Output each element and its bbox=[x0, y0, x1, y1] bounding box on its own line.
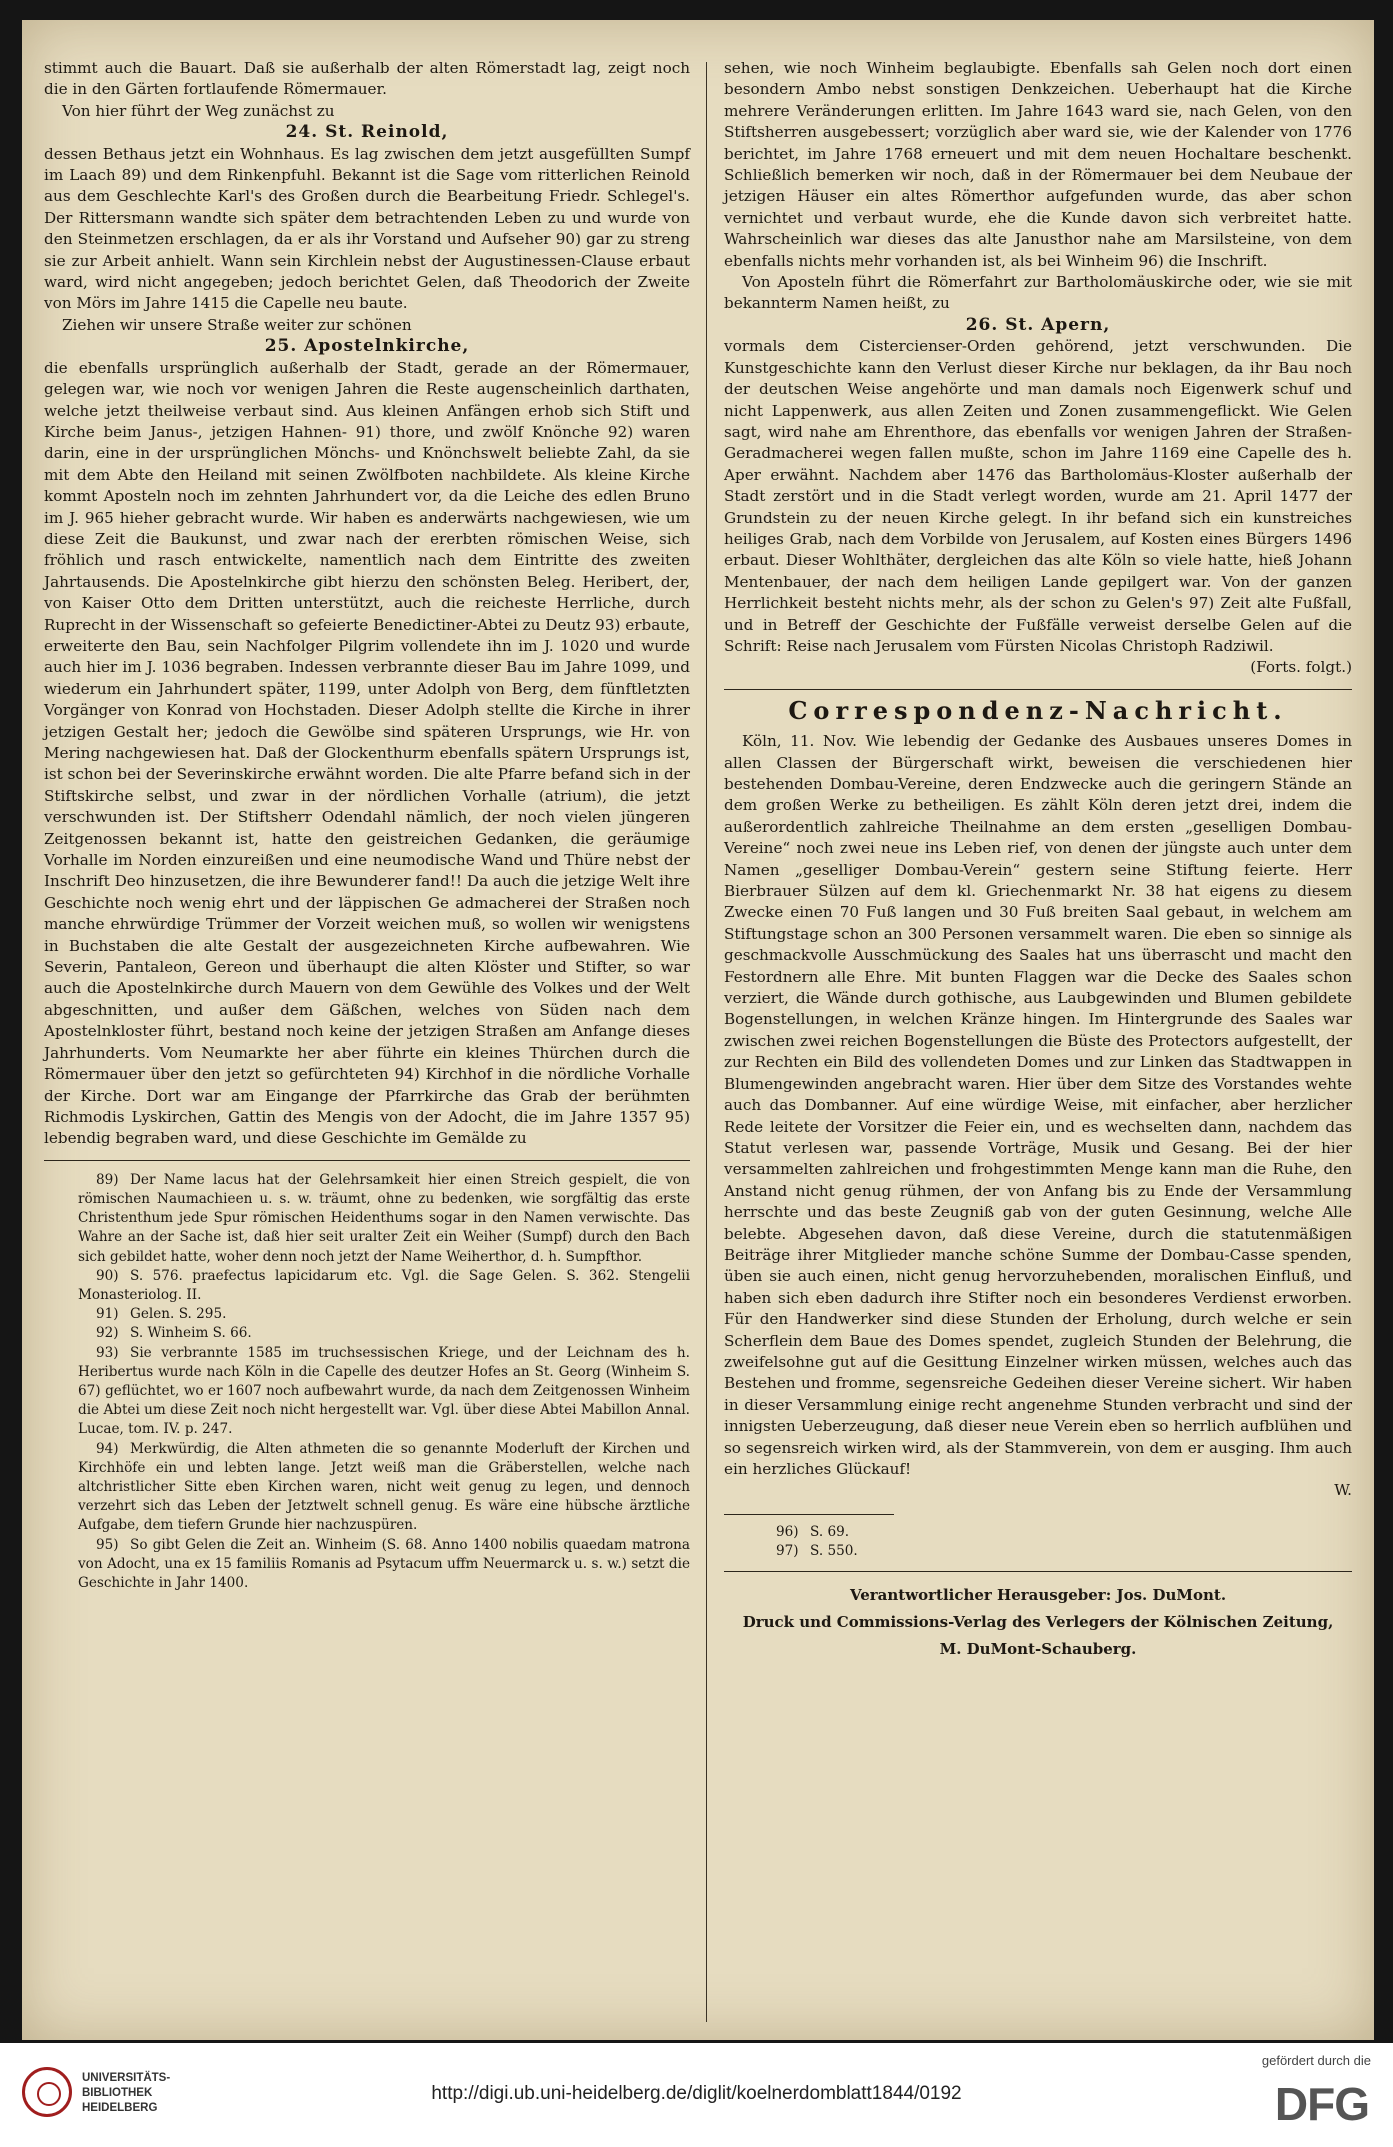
route-text: Von Aposteln führt die Römerfahrt zur Bartholomäuskirche oder, wie sie mit bekannterm Namen heißt, zu bbox=[724, 273, 1352, 313]
dfg-logo[interactable]: DFG bbox=[1274, 2078, 1369, 2130]
left-column bbox=[44, 58, 690, 1593]
signature: W. bbox=[1334, 1481, 1352, 1500]
footnote: 90) S. 576. praefectus lapicidarum etc. Vgl. die Sage Gelen. S. 362. Stengelii Monasteriolog. II. bbox=[78, 1267, 690, 1303]
continued-text: sehen, wie noch Winheim beglaubigte. Ebenfalls sah Gelen noch dort einen besondern Ambo nebst sonstigen Denkzeichen. Ueberhaupt hat die Kirche mehrere Veränderungen erlitten. Im Jahre 1643 ward sie, nach Gelen, von den Stiftsherren ausgebessert; vorzüglich aber ward sie, wie der Kalender von 1776 berichtet, im Jahre 1768 erneuert und mit dem neuen Hochaltare beschenkt. Schließlich bemerken wir noch, daß in der Römermauer bei dem Neubaue der jetzigen Häuser ein altes Römerthor aufgefunden wurde, das aber schon vernichtet und verbaut wurde, ehe die Kunde davon sich verbreitet hatte. Wahrscheinlich war dieses das alte Janusthor nahe am Marsilsteine, von dem ebenfalls nichts mehr vorhanden ist, als bei Winheim 96) die Inschrift. bbox=[724, 59, 1352, 270]
footnotes-left bbox=[44, 1171, 690, 1593]
footnote: 92) S. Winheim S. 66. bbox=[96, 1325, 252, 1342]
footnote: 94) Merkwürdig, die Alten athmeten die so genannte Moderluft der Kirchen und Kirchhöfe ein und lebten lange. Jetzt weiß man die Gräberstellen, welche nach altchristlicher Sitte eben Kirchen waren, nicht weit genug zu legen, und dennoch verzehrt sich das Leben der Jetztwelt schnell genug. Es wäre eine hübsche ärztliche Aufgabe, dem tiefern Grunde hier nachzuspüren. bbox=[78, 1440, 690, 1534]
section-text-26: vormals dem Cistercienser-Orden gehörend, jetzt verschwunden. Die Kunstgeschichte kann den Verlust dieser Kirche nur beklagen, da ihr Bau noch der deutschen Weise angehörte und man damals noch Eigenwerk schuf und nicht Lappenwerk, aus allen Zeiten und Zonen zusammengeflickt. Wie Gelen sagt, wird nahe am Ehrenthore, das ebenfalls vor wenigen Jahren der Straßen-Geradmacherei wegen fallen mußte, schon im Jahre 1169 eine Capelle des h. Aper erwähnt. Nachdem aber 1476 das Bartholomäus-Kloster außerhalb der Stadt zerstört und in die Stadt verlegt worden, wurde am 21. April 1477 der Grundstein zu der neuen Kirche gelegt. In ihr befand sich ein kunstreiches heiliges Grab, nach dem Vorbilde von Jerusalem, auf Kosten eines Bürgers 1496 erbaut. Dieser Wohlthäter, dergleichen das alte Köln so viele hatte, hieß Johann Mentenbauer, der nach dem heiligen Lande gepilgert war. Von der ganzen Herrlichkeit besteht nichts mehr, als der schon zu Gelen's 97) Zeit alte Fußfall, und in Betreff der Geschichte der Fußfälle verweist derselbe Gelen auf die Schrift: Reise nach Jerusalem vom Fürsten Nicolas Christoph Radziwil. bbox=[724, 337, 1352, 655]
section-heading-26: 26. St. Apern, bbox=[965, 314, 1111, 335]
continuation-note: (Forts. folgt.) bbox=[1250, 658, 1352, 677]
footnote: 93) Sie verbrannte 1585 im truchsessischen Kriege, und der Leichnam des h. Heribertus wurde nach Köln in die Capelle des deutzer Hofes an St. Georg (Winheim S. 67) geflüchtet, wo er 1607 noch aufbewahrt wurde, da nach dem Zeitgenossen Winheim die Abtei um diese Zeit noch nicht hergestellt war. Vgl. über diese Abtei Mabillon Annal. Lucae, tom. IV. p. 247. bbox=[78, 1344, 690, 1438]
funding-note: gefördert durch die bbox=[1261, 2053, 1371, 2068]
imprint-publisher: Druck und Commissions-Verlag des Verlegers der Kölnischen Zeitung, bbox=[742, 1613, 1334, 1632]
correspondence-title: Correspondenz-Nachricht. bbox=[788, 695, 1288, 725]
route-text: Von hier führt der Weg zunächst zu bbox=[62, 101, 335, 120]
footnote: 96) S. 69. bbox=[776, 1523, 850, 1540]
footnote-divider bbox=[44, 1160, 690, 1161]
footnote: 97) S. 550. bbox=[776, 1543, 858, 1560]
imprint-editor: Verantwortlicher Herausgeber: Jos. DuMont. bbox=[849, 1586, 1227, 1605]
intro-text: stimmt auch die Bauart. Daß sie außerhalb der alten Römerstadt lag, zeigt noch die in den Gärten fortlaufende Römermauer. bbox=[44, 59, 690, 99]
library-name: UNIVERSITÄTS- BIBLIOTHEK HEIDELBERG bbox=[82, 2072, 171, 2114]
column-divider bbox=[706, 62, 707, 2022]
imprint-printer: M. DuMont-Schauberg. bbox=[939, 1640, 1137, 1659]
newspaper-page bbox=[22, 20, 1374, 2040]
footnote-divider bbox=[724, 1514, 894, 1515]
section-text-25: die ebenfalls ursprünglich außerhalb der Stadt, gerade an der Römermauer, gelegen war, wie noch vor wenigen Jahren die Reste augenscheinlich darthaten, welche jetzt theilweise verbaut sind. Aus kleinen Anfängen erhob sich Stift und Kirche beim Janus-, jetzigen Hahnen- 91) thore, und zwölf Knönche 92) waren darin, eine in der ursprünglichen Mönchs- und Knönchswelt beliebte Zahl, da sie mit dem Abte den Heiland mit seinen Zwölfboten nachbildete. Als kleine Kirche kommt Aposteln noch im zehnten Jahrhundert vor, da die Leiche des edlen Bruno im J. 965 hieher gebracht wurde. Wir haben es anderwärts nachgewiesen, wie um diese Zeit die Baukunst, und zwar nach der ererbten römischen Weise, sich fröhlich und rasch entwickelte, namentlich nach dem Eintritte des zweiten Jahrtausends. Die Apostelnkirche gibt hierzu den schönsten Beleg. Heribert, der, von Kaiser Otto dem Dritten unterstützt, auch die reicheste Herrliche, durch Ruprecht in der Wissenschaft so gefeierte Benedictiner-Abtei zu Deutz 93) erbaute, erweiterte den Bau, sein Nachfolger Pilgrim vollendete ihn im J. 1020 und wurde auch hier im J. 1036 begraben. Indessen verbrannte dieser Bau im Jahre 1099, und wiederum ein Jahrhundert später, 1199, unter Adolph von Berg, dem fünftletzten Vorgänger von Konrad von Hochstaden. Dieser Adolph stellte die Kirche in ihrer jetzigen Gestalt her; jedoch die Gewölbe sind späteren Ursprungs, wie Hr. von Mering nachgewiesen hat. Daß der Glockenthurm ebenfalls spätern Ursprungs ist, ist schon bei der Severinskirche erwähnt worden. Die alte Pfarre befand sich in der Stiftskirche selbst, und zwar in der nördlichen Vorhalle (atrium), die jetzt verschwunden ist. Der Stiftsherr Odendahl nämlich, der noch vielen jüngeren Zeitgenossen bekannt ist, hatte den geistreichen Gedanken, die geräumige Vorhalle im Norden einzureißen und eine neumodische Wand und Thüre nebst der Inschrift Deo hinzusetzen, die ihre Bewunderer fand!! Da auch die jetzige Welt ihre Geschichte noch wenig ehrt und der läppischen Ge admacherei der Straßen noch manche ehrwürdige Trümmer der Vorzeit weichen muß, so wollen wir wenigstens in Buchstaben die alte Gestalt der ausgezeichneten Kirche aufbewahren. Wie Severin, Pantaleon, Gereon und überhaupt die alten Klöster und Stifter, so war auch die Apostelnkirche durch Mauern von dem Gewühle des Volkes und der Welt abgeschnitten, und außer dem Gäßchen, welches von Süden nach dem Apostelnkloster führt, bestand noch keine der jetzigen Straßen am Anfange dieses Jahrhunderts. Vom Neumarkte her aber führte ein kleines Thürchen durch die Römermauer über den jetzt so gefürchteten 94) Kirchhof in die nördliche Vorhalle der Kirche. Dort war am Eingange der Pfarrkirche das Grab der berühmten Richmodis Lyskirchen, Gattin des Mengis von der Adocht, die im Jahre 1357 95) lebendig begraben ward, und diese Geschichte im Gemälde zu bbox=[44, 358, 690, 1148]
footnote: 95) So gibt Gelen die Zeit an. Winheim (S. 68. Anno 1400 nobilis quaedam matrona von Adocht, una ex 15 familiis Romanis ad Psytacum uffm Neuermarck u. s. w.) setzt die Geschichte in Jahr 1400. bbox=[78, 1536, 690, 1591]
section-heading-24: 24. St. Reinold, bbox=[285, 122, 449, 143]
footnote: 89) Der Name lacus hat der Gelehrsamkeit hier einen Streich gespielt, die von römischen Naumachieen u. s. w. träumt, ohne zu bedenken, wie sorgfältig das erste Christenthum jede Spur römischen Heidenthums sogar in den Namen verwischte. Das Wahre an der Sache ist, daß hier seit uralter Zeit ein Weiher (Sumpf) durch den Bach sich gebildet hatte, woher denn noch jetzt der Name Weiherthor, d. h. Sumpfthor. bbox=[78, 1171, 690, 1265]
imprint-divider bbox=[724, 1571, 1352, 1572]
section-text-24: dessen Bethaus jetzt ein Wohnhaus. Es lag zwischen dem jetzt ausgefüllten Sumpf im Laach 89) und dem Rinkenpfuhl. Bekannt ist die Sage vom ritterlichen Reinold aus dem Geschlechte Karl's des Großen durch die Bearbeitung Friedr. Schlegel's. Der Rittersmann wandte sich später dem betrachtenden Leben zu und wurde von den Steinmetzen erschlagen, da er als ihr Vorstand und Aufseher 90) gar zu streng sie zur Arbeit anhielt. Wann sein Kirchlein nebst der Augustinessen-Clause erbaut ward, wird nicht angegeben; jedoch berichtet Gelen, daß Theodorich der Zweite von Mörs im Jahre 1415 die Capelle neu baute. bbox=[44, 144, 690, 313]
viewer-footer bbox=[0, 2043, 1393, 2147]
section-heading-25: 25. Apostelnkirche, bbox=[264, 336, 470, 357]
right-column bbox=[724, 58, 1352, 1663]
correspondence-text: Köln, 11. Nov. Wie lebendig der Gedanke des Ausbaues unseres Domes in allen Classen der Bürgerschaft wirkt, beweisen die verschiedenen hier bestehenden Dombau-Vereine, deren Endzwecke auch die geringern Stände an dem großen Werke zu betheiligen. Es zählt Köln deren jetzt drei, indem die außerordentlich zahlreiche Theilnahme an dem ersten „geselligen Dombau-Vereine“ noch zwei neue ins Leben rief, von denen der jüngste auch unter dem Namen „geselliger Dombau-Verein“ gestern seine Stiftung feierte. Herr Bierbrauer Sülzen auf dem kl. Griechenmarkt Nr. 38 hat eigens zu diesem Zwecke einen 70 Fuß langen und 30 Fuß breiten Saal gebaut, in welchem am Stiftungstage schon an 300 Personen versammelt waren. Die eben so sinnige als geschmackvolle Ausschmückung des Saales hat uns überrascht und macht den Festordnern alle Ehre. Mit bunten Flaggen war die Decke des Saales schon verziert, die Wände durch gothische, aus Laubgewinden und Blumen gebildete Bogenstellungen, in welchen Kränze hingen. Im Hintergrunde des Saales war zwischen zwei reichen Bogenstellungen die Büste des Protectors aufgestellt, der zur Rechten ein Bild des vollendeten Domes und zur Linken das Stadtwappen in Blumengewinden angebracht waren. Hier über dem Sitze des Vorstandes wehte auch das Dombanner. Auf eine würdige Weise, mit einfacher, aber herzlicher Rede leitete der Vorsitzer die Feier ein, und es wechselten dann, nachdem das Statut verlesen war, passende Vorträge, Musik und Gesang. Bei der hier versammelten zahlreichen und frohgestimmten Menge kann man die Ruhe, den Anstand nicht genug rühmen, der von Anfang bis zu Ende der Versammlung herrschte und das beste Zeugniß gab von der guten Gesinnung, welche Alle belebte. Abgesehen davon, daß diese Vereine, durch die statutenmäßigen Beiträge ihrer Mitglieder manche schöne Summe der Dombau-Casse spenden, üben sie auch einen, nicht genug hervorzuhebenden, moralischen Einfluß, und haben sich eben dadurch ihre Stifter noch ein besonderes Verdienst erworben. Für den Handwerker sind diese Stunden der Erholung, durch welche er sein Scherflein dem Baue des Domes spendet, zugleich Stunden der Belehrung, die zweifelsohne gut auf die Gesittung Einzelner wirken müssen, welches auch das Bestehen und fromme, segensreiche Gedeihen dieser Vereine sichert. Wir haben in dieser Versammlung einige recht angenehme Stunden verbracht und sind der innigsten Ueberzeugung, daß dieser neue Verein eben so herrlich aufblühen und so segensreich wirken wird, als der Stammverein, von dem er ausging. Ihm auch ein herzliches Glückauf! bbox=[724, 732, 1352, 1478]
route-text: Ziehen wir unsere Straße weiter zur schönen bbox=[62, 315, 412, 334]
section-divider bbox=[724, 689, 1352, 690]
page-url[interactable]: http://digi.ub.uni-heidelberg.de/diglit/koelnerdomblatt1844/0192 bbox=[431, 2083, 962, 2104]
footnote: 91) Gelen. S. 295. bbox=[96, 1306, 227, 1323]
